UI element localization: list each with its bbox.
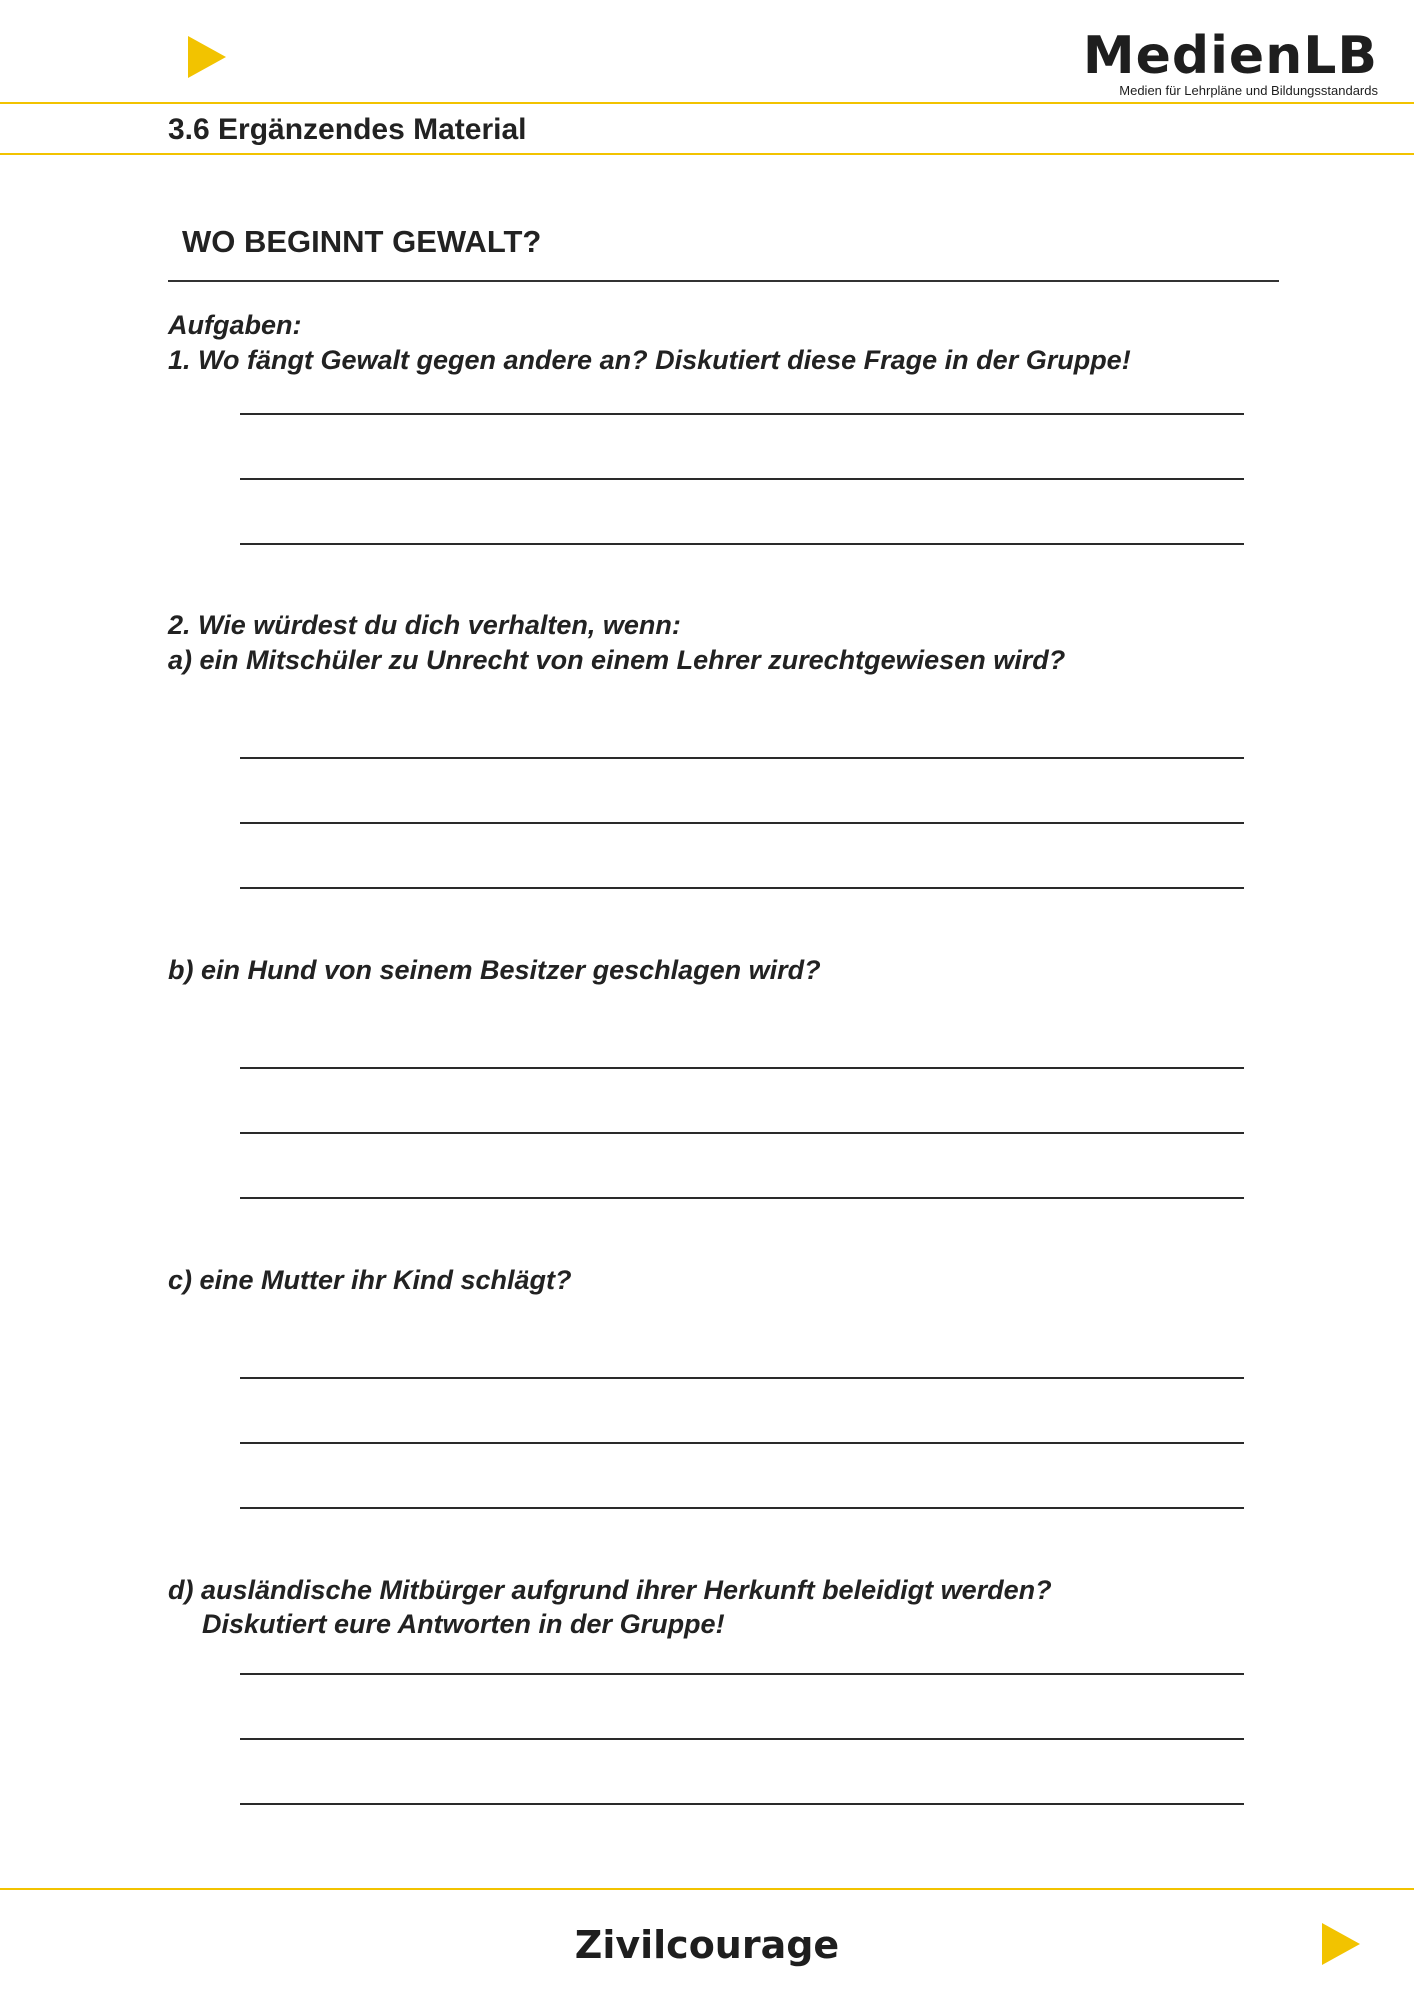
worksheet-title: WO BEGINNT GEWALT? xyxy=(182,224,542,259)
answer-line[interactable] xyxy=(240,1507,1244,1509)
answer-line[interactable] xyxy=(240,1738,1244,1740)
question-1: 1. Wo fängt Gewalt gegen andere an? Diskutiert diese Frage in der Gruppe! xyxy=(168,345,1131,375)
question-2c: c) eine Mutter ihr Kind schlägt? xyxy=(168,1265,572,1295)
header-divider-top xyxy=(0,102,1414,104)
answer-line[interactable] xyxy=(240,757,1244,759)
question-2d: d) ausländische Mitbürger aufgrund ihrer Herkunft beleidigt werden? xyxy=(168,1575,1052,1605)
question-2d-continued: Diskutiert eure Antworten in der Gruppe! xyxy=(202,1609,725,1639)
answer-line[interactable] xyxy=(240,887,1244,889)
play-triangle-icon xyxy=(188,36,226,78)
answer-line[interactable] xyxy=(240,1377,1244,1379)
play-triangle-icon xyxy=(1322,1923,1360,1965)
question-2: 2. Wie würdest du dich verhalten, wenn: xyxy=(168,610,681,640)
footer-divider xyxy=(0,1888,1414,1890)
answer-line[interactable] xyxy=(240,543,1244,545)
footer-title: Zivilcourage xyxy=(574,1923,840,1967)
title-rule xyxy=(168,280,1279,282)
answer-line[interactable] xyxy=(240,1442,1244,1444)
answer-line[interactable] xyxy=(240,1132,1244,1134)
question-2a: a) ein Mitschüler zu Unrecht von einem Lehrer zurechtgewiesen wird? xyxy=(168,645,1066,675)
answer-line[interactable] xyxy=(240,1673,1244,1675)
logo-subtitle: Medien für Lehrpläne und Bildungsstandards xyxy=(1119,83,1378,98)
section-title: 3.6 Ergänzendes Material xyxy=(168,113,527,146)
answer-line[interactable] xyxy=(240,1803,1244,1805)
answer-line[interactable] xyxy=(240,413,1244,415)
answer-line[interactable] xyxy=(240,1067,1244,1069)
answer-line[interactable] xyxy=(240,1197,1244,1199)
answer-line[interactable] xyxy=(240,478,1244,480)
logo-title: MedienLB xyxy=(1082,26,1378,86)
header-divider-bottom xyxy=(0,153,1414,155)
answer-line[interactable] xyxy=(240,822,1244,824)
logo xyxy=(1082,26,1378,98)
question-2b: b) ein Hund von seinem Besitzer geschlagen wird? xyxy=(168,955,821,985)
tasks-label: Aufgaben: xyxy=(168,310,302,340)
